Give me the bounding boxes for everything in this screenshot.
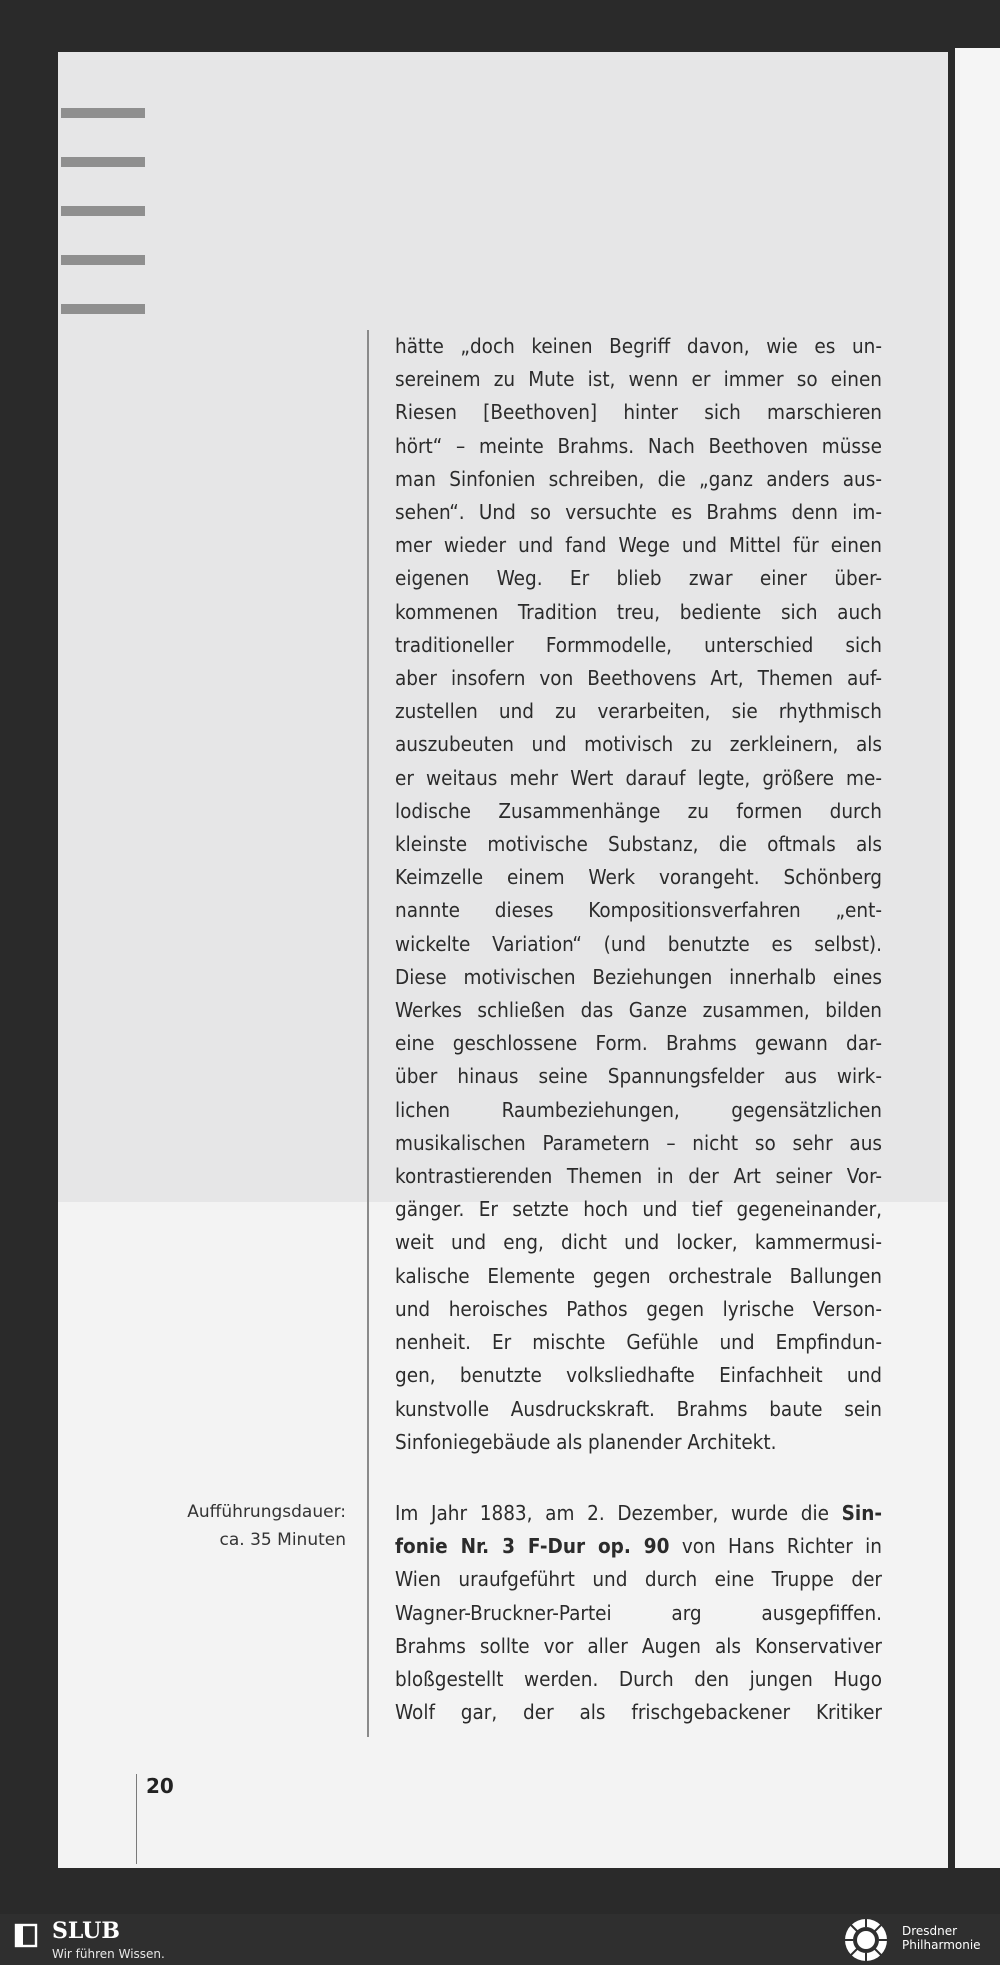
- paragraph-1: [395, 330, 882, 1459]
- philharmonie-logo-icon: [842, 1917, 890, 1963]
- text-line: Sinfoniegebäude als planender Architekt.: [395, 1429, 777, 1454]
- text-line: bloßgestellt werden. Durch den jungen Hugo: [395, 1667, 882, 1692]
- column-divider: [367, 330, 369, 1737]
- slub-logo-text: SLUB: [52, 1918, 120, 1944]
- text-line: Keimzelle einem Werk vorangeht. Schönberg: [395, 865, 882, 890]
- text-line: auszubeuten und motivisch zu zerkleinern, als: [395, 732, 882, 757]
- text-line: lodische Zusammenhänge zu formen durch: [395, 798, 882, 823]
- text-line: nannte dieses Kompositionsverfahren „ent-: [395, 898, 882, 923]
- philharmonie-logo-text: [902, 1924, 981, 1952]
- decor-bar: [61, 108, 145, 118]
- page-number: 20: [146, 1774, 174, 1798]
- duration-label: Aufführungsdauer:: [187, 1502, 346, 1522]
- text-line: über hinaus seine Spannungsfelder aus wirk-: [395, 1064, 882, 1089]
- text-line: zustellen und zu verarbeiten, sie rhythmisch: [395, 699, 882, 724]
- text-line: Wien uraufgeführt und durch eine Truppe der: [395, 1567, 882, 1592]
- footer-bar: [0, 1914, 1000, 1965]
- text-line: Wolf gar, der als frischgebackener Kritiker: [395, 1700, 882, 1725]
- next-page-edge: [955, 48, 1000, 1868]
- text-line: eine geschlossene Form. Brahms gewann dar-: [395, 1031, 882, 1056]
- text-line: aber insofern von Beethovens Art, Themen auf-: [395, 666, 882, 691]
- text-line: hätte „doch keinen Begriff davon, wie es un-: [395, 334, 882, 358]
- text-line: hört“ – meinte Brahms. Nach Beethoven müsse: [395, 433, 882, 458]
- text-run: Im Jahr 1883, am 2. Dezember, wurde die: [395, 1501, 842, 1525]
- text-line: Riesen [Beethoven] hinter sich marschieren: [395, 400, 882, 425]
- slub-tagline: Wir führen Wissen.: [52, 1947, 165, 1961]
- text-line: Brahms sollte vor aller Augen als Konservativer: [395, 1633, 882, 1658]
- text-line: [395, 1530, 882, 1563]
- decor-bar: [61, 304, 145, 314]
- text-line: Diese motivischen Beziehungen innerhalb eines: [395, 964, 882, 989]
- slub-book-icon: [14, 1922, 38, 1948]
- text-line: gen, benutzte volksliedhafte Einfachheit und: [395, 1363, 882, 1388]
- text-line: weit und eng, dicht und locker, kammermusi-: [395, 1230, 882, 1255]
- text-line: wickelte Variation“ (und benutzte es selbst).: [395, 931, 882, 956]
- text-line: eigenen Weg. Er blieb zwar einer über-: [395, 566, 882, 591]
- text-line: sehen“. Und so versuchte es Brahms denn im-: [395, 500, 882, 525]
- text-line: man Sinfonien schreiben, die „ganz anders aus-: [395, 466, 882, 491]
- decor-bar: [61, 255, 145, 265]
- text-line: kommenen Tradition treu, bediente sich auch: [395, 599, 882, 624]
- duration-value: ca. 35 Minuten: [219, 1530, 346, 1550]
- text-line: musikalischen Parametern – nicht so sehr aus: [395, 1130, 882, 1155]
- text-line: lichen Raumbeziehungen, gegensätzlichen: [395, 1097, 882, 1122]
- paragraph-2: [395, 1497, 882, 1729]
- text-line: kleinste motivische Substanz, die oftmals als: [395, 832, 882, 857]
- text-line: er weitaus mehr Wert darauf legte, größere me-: [395, 765, 882, 790]
- text-line: mer wieder und fand Wege und Mittel für einen: [395, 533, 882, 558]
- work-title-bold: Sin-: [841, 1501, 882, 1525]
- page-number-rule: [136, 1774, 137, 1864]
- text-line: nenheit. Er mischte Gefühle und Empfindun-: [395, 1330, 882, 1355]
- text-run: von Hans Richter in: [669, 1534, 883, 1559]
- text-line: Werkes schließen das Ganze zusammen, bilden: [395, 998, 882, 1023]
- text-line: kunstvolle Ausdruckskraft. Brahms baute sein: [395, 1396, 882, 1421]
- decor-bar: [61, 157, 145, 167]
- text-line: gänger. Er setzte hoch und tief gegeneinander,: [395, 1197, 882, 1222]
- decorative-bars: [61, 108, 145, 353]
- text-line: und heroisches Pathos gegen lyrische Verson-: [395, 1296, 882, 1321]
- philharmonie-line1: Dresdner: [902, 1924, 958, 1938]
- text-line: Wagner-Bruckner-Partei arg ausgepfiffen.: [395, 1600, 882, 1625]
- decor-bar: [61, 206, 145, 216]
- text-line: kalische Elemente gegen orchestrale Ballungen: [395, 1263, 882, 1288]
- text-line: sereinem zu Mute ist, wenn er immer so einen: [395, 367, 882, 392]
- philharmonie-line2: Philharmonie: [902, 1938, 981, 1952]
- duration-note: [187, 1498, 346, 1554]
- work-title-bold: fonie Nr. 3 F-Dur op. 90: [395, 1534, 670, 1559]
- text-line: [395, 1497, 882, 1530]
- text-line: traditioneller Formmodelle, unterschied sich: [395, 632, 882, 657]
- text-line: kontrastierenden Themen in der Art seiner Vor-: [395, 1164, 882, 1189]
